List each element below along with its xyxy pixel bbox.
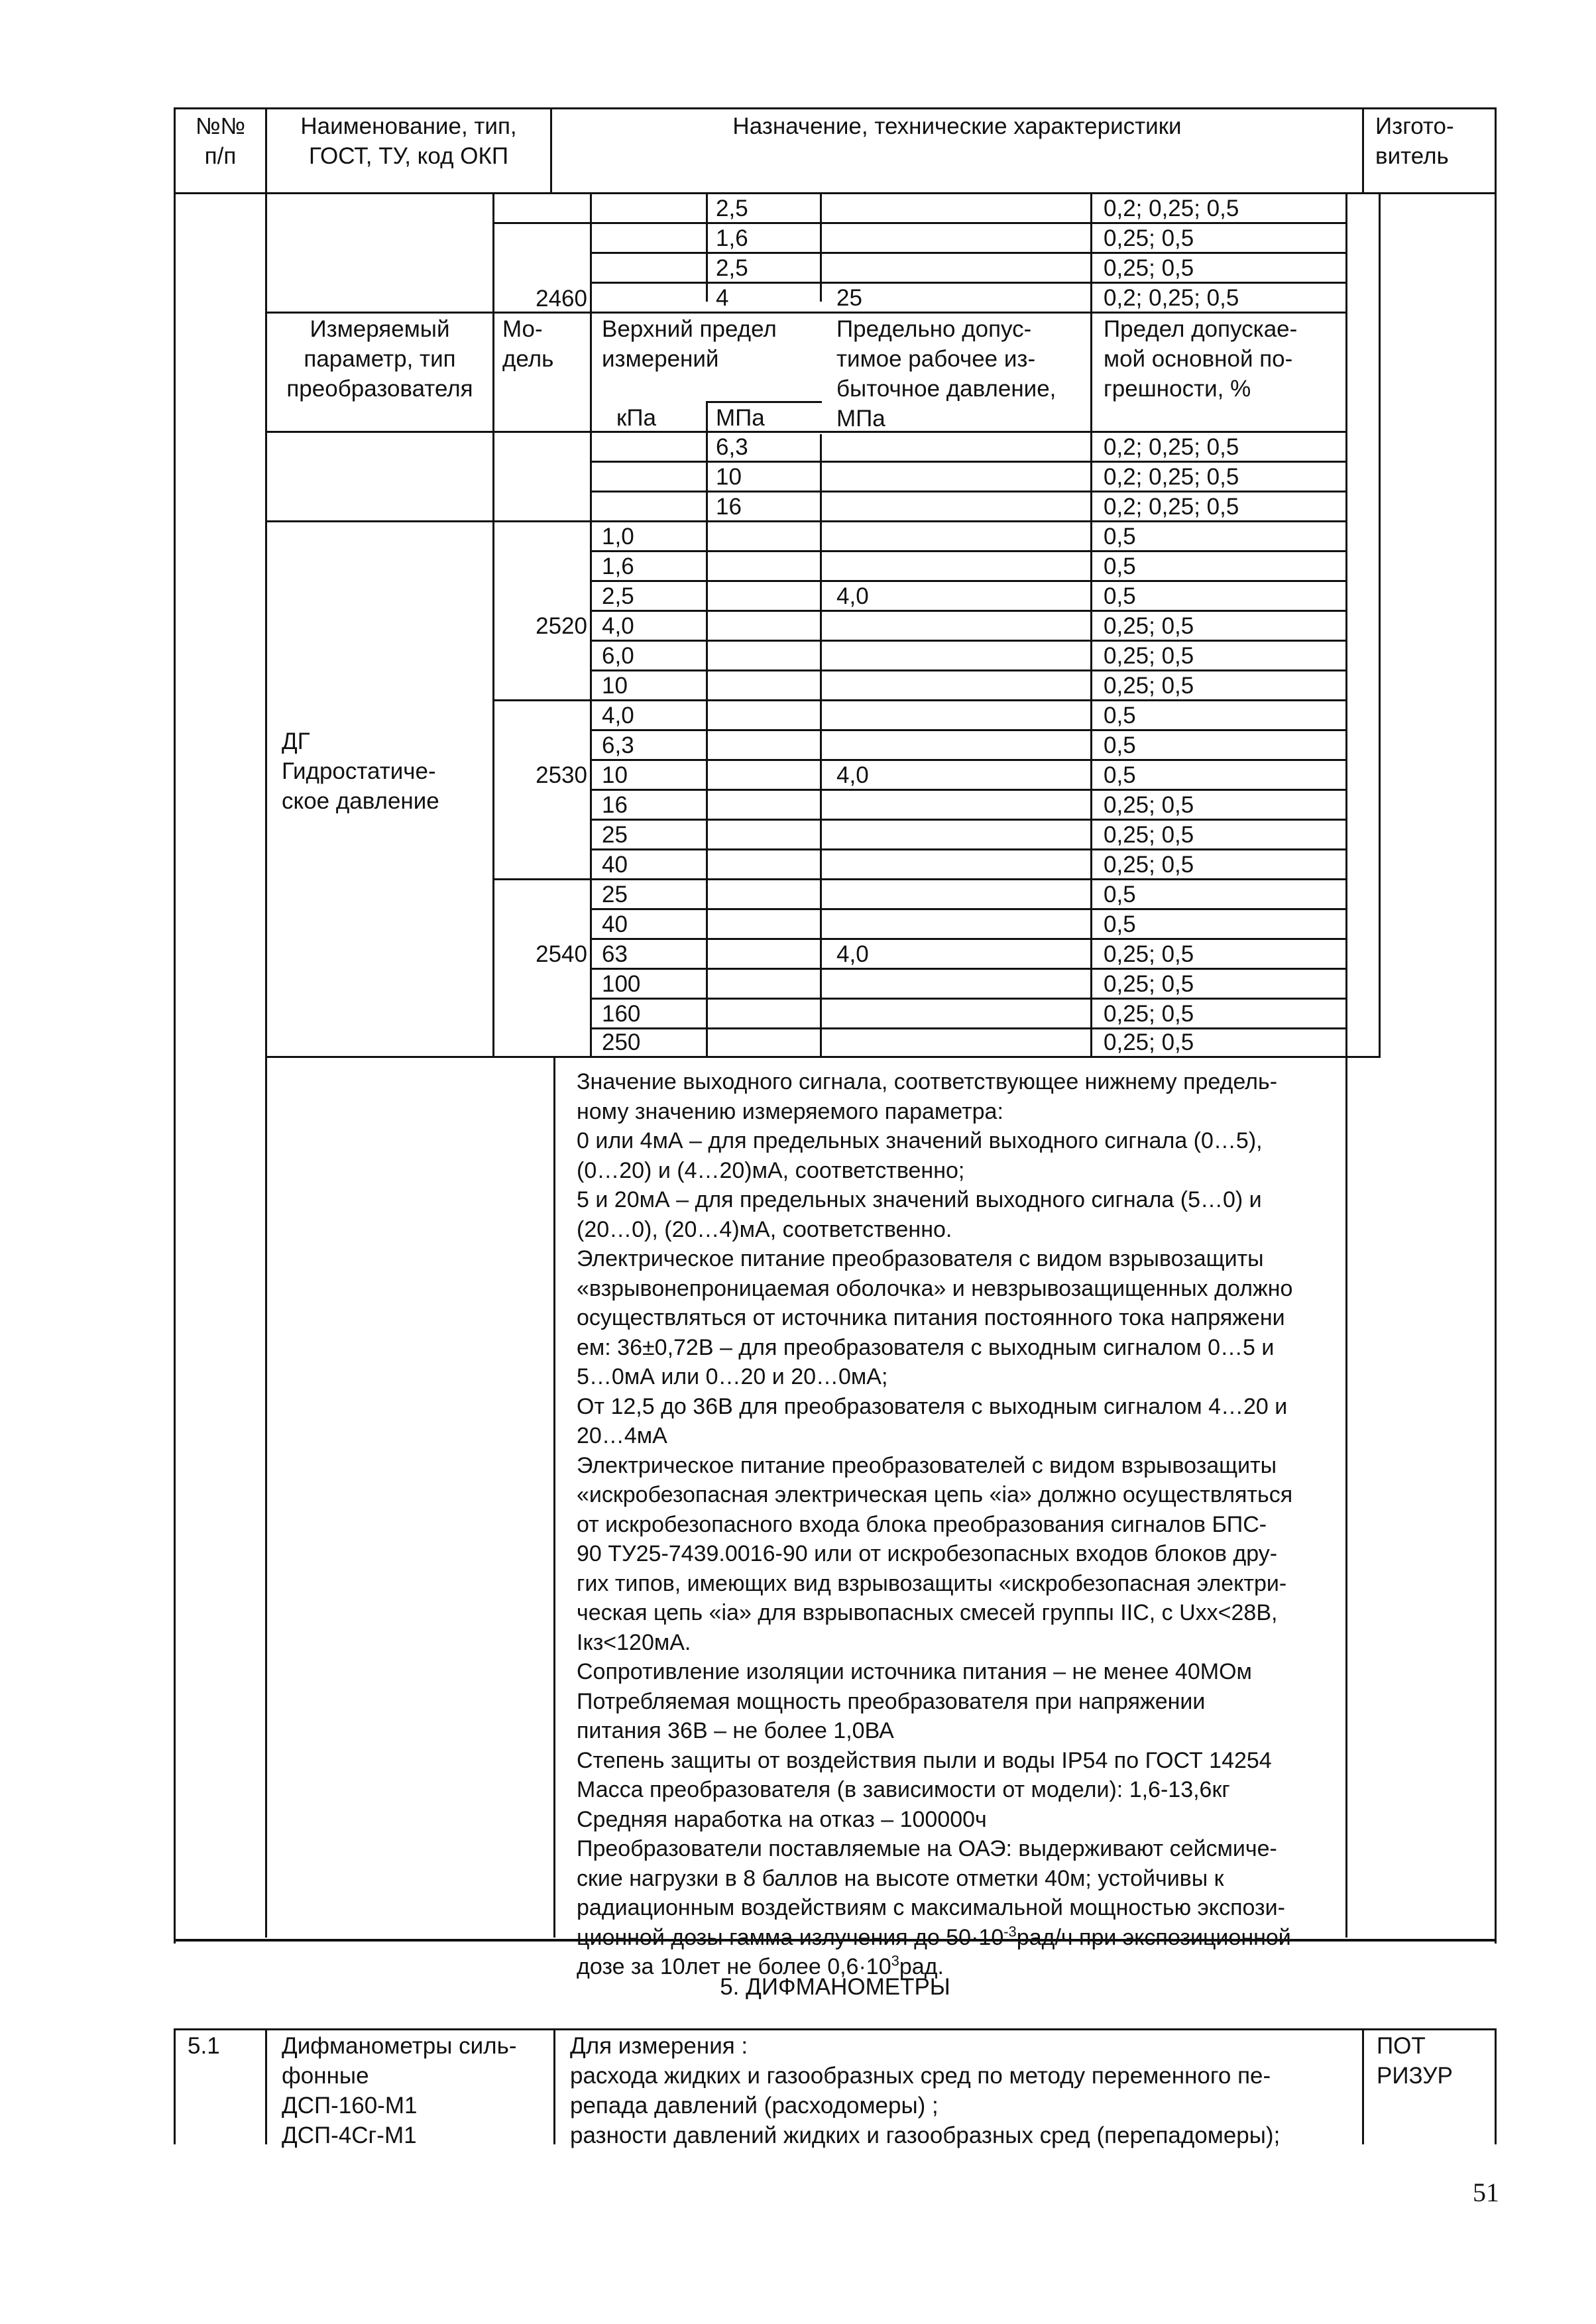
text-line: питания 36В – не более 1,0ВА — [577, 1718, 894, 1743]
cell-error: 0,25; 0,5 — [1104, 673, 1194, 699]
text-line: 5 и 20мА – для предельных значений выходного сигнала (5…0) и — [577, 1187, 1262, 1212]
cell-error: 0,25; 0,5 — [1104, 1001, 1194, 1027]
row-number: 5.1 — [188, 2033, 220, 2059]
cell-overpressure: 25 — [836, 285, 862, 311]
cell-kpa: 250 — [602, 1029, 641, 1055]
model-2540: 2540 — [536, 941, 587, 967]
cell-error: 0,2; 0,25; 0,5 — [1104, 196, 1239, 221]
cell-overpressure: 4,0 — [836, 762, 869, 788]
cell-error: 0,5 — [1104, 882, 1136, 907]
row-name: Дифманометры силь- фонные ДСП-160-М1 ДСП-4Сг-М1 — [282, 2033, 517, 2148]
text-line: 90 ТУ25-7439.0016-90 или от искробезопасных входов блоков дру- — [577, 1541, 1278, 1566]
subheader-upper-limit: Верхний предел измерений — [602, 316, 777, 372]
text-line: От 12,5 до 36В для преобразователя с выходным сигналом 4…20 и — [577, 1393, 1288, 1419]
text-line: гих типов, имеющих вид взрывозащиты «искробезопасная электри- — [577, 1570, 1287, 1596]
text-line: дозе за 10лет не более $0,6\cdot 10^3рад$. — [577, 1952, 944, 1979]
text-line: (20…0), (20…4)мА, соответственно. — [577, 1216, 952, 1242]
text-line: 5…0мА или 0…20 и 20…0мА; — [577, 1364, 888, 1389]
subheader-error: Предел допускае- мой основной по- грешности, % — [1104, 316, 1298, 402]
text-line: 0 или 4мА – для предельных значений выходного сигнала (0…5), — [577, 1128, 1263, 1153]
model-2530: 2530 — [536, 762, 587, 788]
cell-kpa: 1,6 — [602, 553, 634, 579]
subheader-kpa: кПа — [616, 405, 656, 431]
header-maker: Изгото- витель — [1375, 113, 1454, 169]
cell-error: 0,5 — [1104, 553, 1136, 579]
cell-error: 0,25; 0,5 — [1104, 613, 1194, 639]
cell-kpa: 40 — [602, 852, 628, 878]
text-line: осуществляться от источника питания постоянного тока напряжени — [577, 1305, 1285, 1330]
cell-kpa: 25 — [602, 822, 628, 848]
model-2520: 2520 — [536, 613, 587, 639]
cell-error: 0,25; 0,5 — [1104, 643, 1194, 669]
text-line: от искробезопасного входа блока преобразования сигналов БПС- — [577, 1511, 1267, 1537]
subheader-mpa: МПа — [716, 405, 765, 431]
cell-kpa: 4,0 — [602, 703, 634, 728]
header-purpose: Назначение, технические характеристики — [732, 113, 1182, 139]
text-line: ческая цепь «ia» для взрывопасных смесей группы IIC, с Uхх<28В, — [577, 1600, 1278, 1625]
cell-error: 0,5 — [1104, 524, 1136, 550]
cell-kpa: 10 — [602, 762, 628, 788]
text-line: 20…4мА — [577, 1423, 667, 1448]
text-line: Электрическое питание преобразователя с видом взрывозащиты — [577, 1246, 1264, 1271]
cell-mpa: 16 — [716, 494, 742, 520]
cell-kpa: 40 — [602, 911, 628, 937]
text-line: Сопротивление изоляции источника питания – не менее 40МОм — [577, 1659, 1252, 1684]
cell-kpa: 100 — [602, 971, 641, 997]
cell-kpa: 160 — [602, 1001, 641, 1027]
cell-error: 0,25; 0,5 — [1104, 225, 1194, 251]
cell-error: 0,25; 0,5 — [1104, 971, 1194, 997]
text-line: (0…20) и (4…20)мА, соответственно; — [577, 1157, 965, 1183]
cell-mpa: 6,3 — [716, 434, 748, 460]
cell-mpa: 4 — [716, 285, 729, 311]
text-line: Масса преобразователя (в зависимости от модели): 1,6-13,6кг — [577, 1777, 1230, 1802]
text-line: ному значению измеряемого параметра: — [577, 1098, 1003, 1124]
cell-kpa: 1,0 — [602, 524, 634, 550]
cell-mpa: 1,6 — [716, 225, 748, 251]
cell-error: 0,2; 0,25; 0,5 — [1104, 285, 1239, 311]
cell-error: 0,5 — [1104, 703, 1136, 728]
cell-error: 0,5 — [1104, 732, 1136, 758]
text-line: Средняя наработка на отказ – 100000ч — [577, 1806, 987, 1832]
row-maker: ПОТ РИЗУР — [1377, 2033, 1453, 2089]
text-line: «взрывонепроницаемая оболочка» и невзрывозащищенных должно — [577, 1275, 1293, 1301]
cell-kpa: 6,0 — [602, 643, 634, 669]
page-number: 51 — [1473, 2178, 1499, 2207]
cell-kpa: 2,5 — [602, 583, 634, 609]
header-name: Наименование, тип, ГОСТ, ТУ, код ОКП — [300, 113, 517, 169]
cell-error: 0,5 — [1104, 583, 1136, 609]
text-line: ционной дозы гамма излучения до $50\cdot 10^{-3}рад/ч$ при экспозиционной — [577, 1923, 1291, 1950]
subheader-overpressure: Предельно допус- тимое рабочее из- быточное давление, МПа — [836, 316, 1056, 432]
cell-error: 0,25; 0,5 — [1104, 792, 1194, 818]
cell-mpa: 2,5 — [716, 255, 748, 281]
cell-error: 0,2; 0,25; 0,5 — [1104, 434, 1239, 460]
cell-error: 0,25; 0,5 — [1104, 852, 1194, 878]
dg-label: ДГ Гидростатиче- ское давление — [282, 728, 439, 814]
text-line: Электрическое питание преобразователей с видом взрывозащиты — [577, 1452, 1277, 1478]
cell-kpa: 25 — [602, 882, 628, 907]
text-line: ские нагрузки в 8 баллов на высоте отметки 40м; устойчивы к — [577, 1865, 1224, 1891]
cell-kpa: 6,3 — [602, 732, 634, 758]
cell-overpressure: 4,0 — [836, 583, 869, 609]
cell-kpa: 4,0 — [602, 613, 634, 639]
cell-kpa: 16 — [602, 792, 628, 818]
text-line: Значение выходного сигнала, соответствующее нижнему предель- — [577, 1069, 1278, 1094]
cell-overpressure: 4,0 — [836, 941, 869, 967]
cell-error: 0,25; 0,5 — [1104, 941, 1194, 967]
text-line: ем: 36±0,72В – для преобразователя с выходным сигналом 0…5 и — [577, 1334, 1275, 1360]
text-line: «искробезопасная электрическая цепь «ia» должно осуществляться — [577, 1482, 1293, 1507]
text-line: Iкз<120мА. — [577, 1629, 691, 1655]
text-line: Степень защиты от воздействия пыли и воды IP54 по ГОСТ 14254 — [577, 1747, 1272, 1773]
cell-error: 0,2; 0,25; 0,5 — [1104, 494, 1239, 520]
cell-mpa: 10 — [716, 464, 742, 490]
subheader-model: Мо- дель — [502, 316, 554, 372]
text-line: Преобразователи поставляемые на ОАЭ: выдерживают сейсмиче- — [577, 1836, 1277, 1861]
model-2460: 2460 — [536, 286, 587, 312]
row-description: Для измерения : расхода жидких и газообразных сред по методу переменного пе- репада давлений (расходомеры) ; разности давлений жидких и газообразных сред (перепадомеры); — [570, 2033, 1281, 2148]
cell-error: 0,25; 0,5 — [1104, 255, 1194, 281]
cell-error: 0,2; 0,25; 0,5 — [1104, 464, 1239, 490]
cell-kpa: 10 — [602, 673, 628, 699]
header-num: №№ п/п — [195, 113, 246, 169]
cell-error: 0,25; 0,5 — [1104, 822, 1194, 848]
cell-error: 0,5 — [1104, 762, 1136, 788]
section-title: 5. ДИФМАНОМЕТРЫ — [720, 1974, 950, 2000]
cell-mpa: 2,5 — [716, 196, 748, 221]
cell-error: 0,5 — [1104, 911, 1136, 937]
specifications-text — [577, 1067, 1359, 1982]
cell-error: 0,25; 0,5 — [1104, 1029, 1194, 1055]
text-line: радиационным воздействиям с максимальной мощностью экспози- — [577, 1895, 1285, 1920]
subheader-param: Измеряемый параметр, тип преобразователя — [286, 316, 473, 402]
cell-kpa: 63 — [602, 941, 628, 967]
text-line: Потребляемая мощность преобразователя при напряжении — [577, 1688, 1206, 1714]
